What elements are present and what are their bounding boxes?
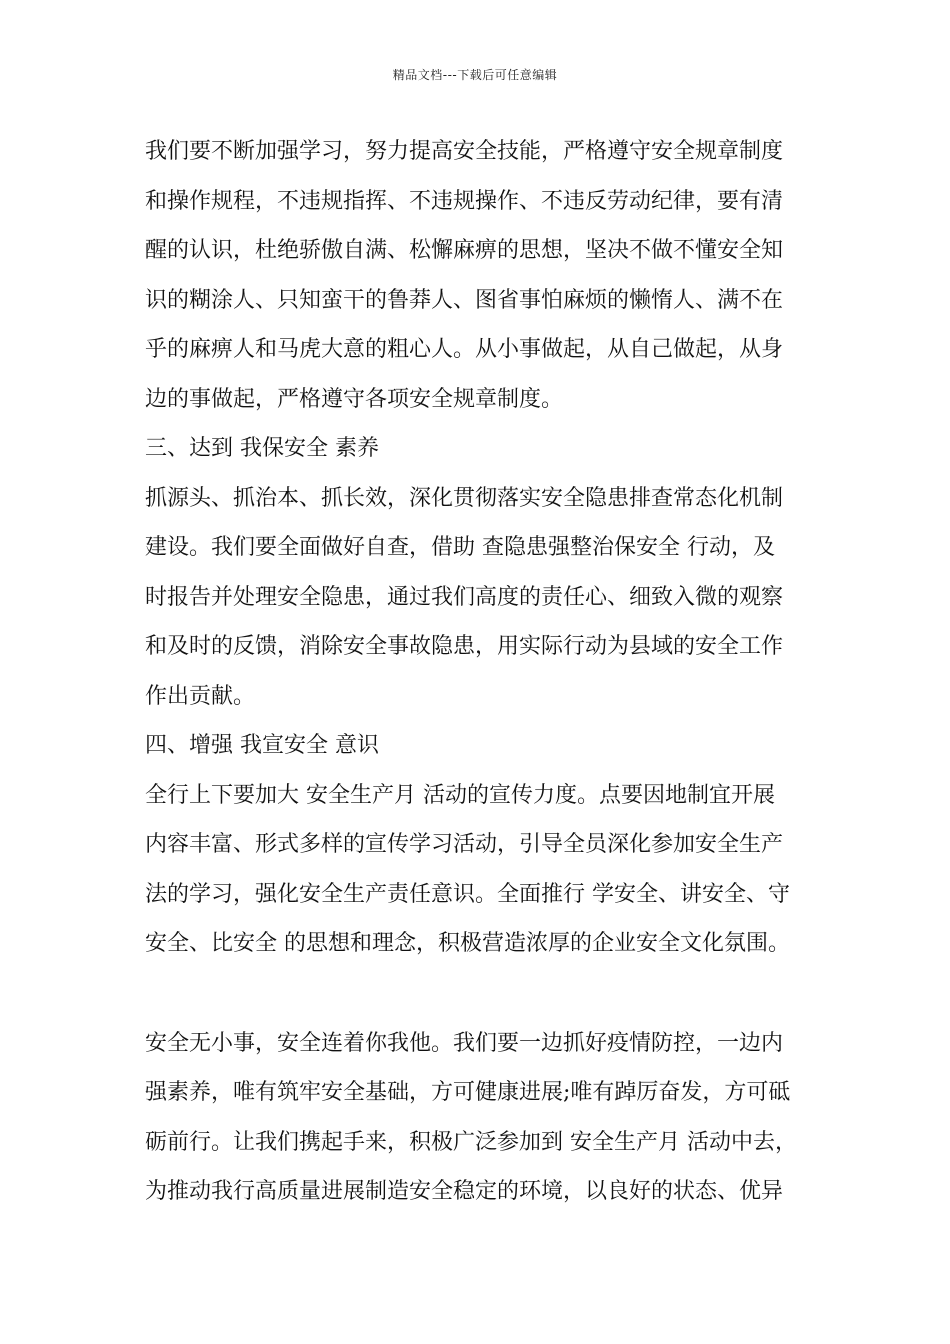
paragraph-line: 识的糊涂人、只知蛮干的鲁莽人、图省事怕麻烦的懒惰人、满不在 <box>145 287 784 313</box>
paragraph-line: 全行上下要加大 安全生产月 活动的宣传力度。点要因地制宜开展 <box>145 782 775 808</box>
paragraph-gap <box>145 976 815 1026</box>
paragraph-line: 安全无小事，安全连着你我他。我们要一边抓好疫情防控，一边内 <box>145 1030 784 1056</box>
paragraph-line: 时报告并处理安全隐患，通过我们高度的责任心、细致入微的观察 <box>145 584 784 610</box>
paragraph-line: 内容丰富、形式多样的宣传学习活动，引导全员深化参加安全生产 <box>145 832 784 857</box>
paragraph-line: 建设。我们要全面做好自查，借助 查隐患强整治保安全 行动，及 <box>145 535 775 560</box>
paragraph-line: 作出贡献。 <box>145 683 256 709</box>
paragraph-line: 安全、比安全 的思想和理念，积极营造浓厚的企业安全文化氛围。 <box>145 931 790 956</box>
paragraph-line: 边的事做起，严格遵守各项安全规章制度。 <box>145 386 564 412</box>
paragraph-line: 法的学习，强化安全生产责任意识。全面推行 学安全、讲安全、守 <box>145 881 790 907</box>
paragraph-line: 为推动我行高质量进展制造安全稳定的环境，以良好的状态、优异 <box>145 1179 784 1204</box>
paragraph-line: 和及时的反馈，消除安全事故隐患，用实际行动为县域的安全工作 <box>145 634 784 659</box>
paragraph-line: 强素养，唯有筑牢安全基础，方可健康进展;唯有踔厉奋发，方可砥 <box>145 1080 791 1105</box>
paragraph-line: 乎的麻痹人和马虎大意的粗心人。从小事做起，从自己做起，从身 <box>145 337 784 362</box>
paragraph-line: 醒的认识，杜绝骄傲自满、松懈麻痹的思想，坚决不做不懂安全知 <box>145 238 784 263</box>
document-body <box>145 134 815 1224</box>
paragraph-line: 砺前行。让我们携起手来，积极广泛参加到 安全生产月 活动中去， <box>145 1129 797 1155</box>
section-heading: 四、增强 我宣安全 意识 <box>145 733 379 758</box>
paragraph-line: 抓源头、抓治本、抓长效，深化贯彻落实安全隐患排查常态化机制 <box>145 485 784 511</box>
page-header: 精品文档---下载后可任意编辑 <box>392 68 558 82</box>
paragraph-line: 我们要不断加强学习，努力提高安全技能，严格遵守安全规章制度 <box>145 139 784 164</box>
paragraph-line: 和操作规程，不违规指挥、不违规操作、不违反劳动纪律，要有清 <box>145 188 784 214</box>
section-heading: 三、达到 我保安全 素养 <box>145 436 379 461</box>
